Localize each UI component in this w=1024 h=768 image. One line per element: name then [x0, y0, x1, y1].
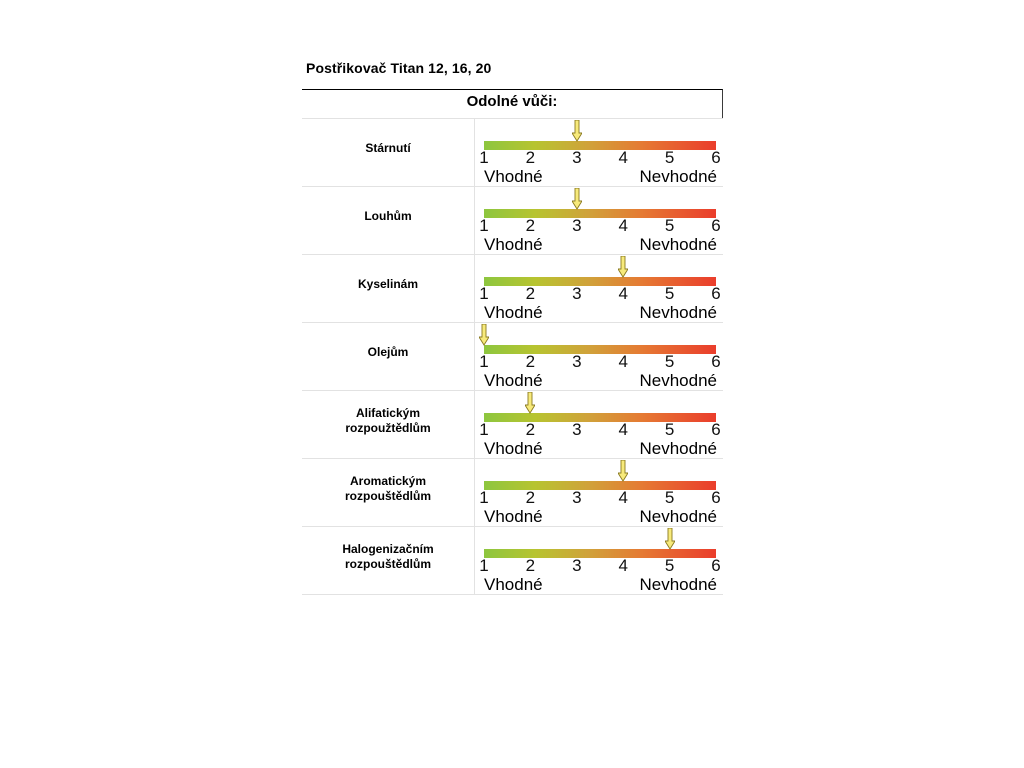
- scale-tick: 3: [572, 352, 582, 371]
- scale-tick: 3: [572, 284, 582, 303]
- rating-arrow-icon: [479, 324, 489, 346]
- rating-arrow-icon: [618, 460, 628, 482]
- scale-tick: 1: [479, 284, 489, 303]
- table-row: [302, 526, 723, 595]
- table-header-row: [302, 89, 723, 118]
- rating-arrow-icon: [618, 256, 628, 278]
- scale-good-label: Vhodné: [484, 507, 543, 526]
- scale-tick: 3: [572, 148, 582, 167]
- row-label: Louhům: [364, 209, 412, 223]
- scale-tick: 6: [711, 148, 721, 167]
- scale-tick: 5: [664, 148, 675, 167]
- scale-tick: 4: [618, 284, 628, 303]
- scale-bad-label: Nevhodné: [639, 235, 717, 254]
- scale-tick: 1: [479, 352, 489, 371]
- gradient-bar: [484, 549, 716, 558]
- scale-tick: 4: [618, 216, 628, 235]
- row-label: Kyselinám: [357, 277, 419, 291]
- scale-tick: 4: [618, 488, 628, 507]
- row-label: Olejům: [367, 345, 409, 359]
- scale-good-label: Vhodné: [484, 575, 543, 594]
- scale-tick: 3: [572, 216, 582, 235]
- table-row: [302, 390, 723, 458]
- scale-tick: 5: [664, 284, 675, 303]
- rating-scale: [476, 119, 723, 186]
- gradient-bar: [484, 413, 716, 422]
- scale-tick: 4: [618, 556, 628, 575]
- rating-scale: [476, 187, 723, 254]
- gradient-bar: [484, 345, 716, 354]
- scale-good-label: Vhodné: [484, 167, 543, 186]
- rating-arrow-icon: [572, 188, 582, 210]
- row-label-cell: [302, 391, 475, 458]
- scale-tick: 3: [572, 556, 582, 575]
- row-label-cell: [302, 255, 475, 322]
- scale-tick: 3: [572, 420, 582, 439]
- scale-tick: 2: [525, 216, 536, 235]
- document-title: Postřikovač Titan 12, 16, 20: [306, 60, 492, 76]
- scale-tick: 1: [479, 556, 489, 575]
- scale-tick: 4: [618, 420, 628, 439]
- scale-tick: 5: [664, 556, 675, 575]
- row-label: Aromatickým rozpouštědlům: [345, 473, 431, 503]
- scale-good-label: Vhodné: [484, 235, 543, 254]
- rating-scale: [476, 459, 723, 526]
- rating-arrow-icon: [572, 120, 582, 142]
- table-row: [302, 322, 723, 390]
- scale-tick: 2: [525, 488, 536, 507]
- scale-tick: 2: [525, 420, 536, 439]
- row-label-cell: [302, 187, 475, 254]
- scale-tick: 4: [618, 352, 628, 371]
- scale-tick: 2: [525, 284, 536, 303]
- table-rows: [302, 118, 723, 595]
- scale-bad-label: Nevhodné: [639, 371, 717, 390]
- rating-scale: [476, 527, 723, 594]
- scale-tick: 2: [525, 352, 536, 371]
- gradient-bar: [484, 209, 716, 218]
- scale-tick: 2: [525, 148, 536, 167]
- table-row: [302, 458, 723, 526]
- scale-good-label: Vhodné: [484, 439, 543, 458]
- scale-good-label: Vhodné: [484, 371, 543, 390]
- row-label-cell: [302, 527, 475, 594]
- gradient-bar: [484, 141, 716, 150]
- scale-good-label: Vhodné: [484, 303, 543, 322]
- scale-tick: 1: [479, 148, 489, 167]
- scale-tick: 6: [711, 556, 721, 575]
- table-row: [302, 254, 723, 322]
- table-row: [302, 118, 723, 186]
- rating-scale: [476, 255, 723, 322]
- scale-tick: 6: [711, 352, 721, 371]
- scale-tick: 1: [479, 488, 489, 507]
- scale-tick: 6: [711, 284, 721, 303]
- rating-arrow-icon: [665, 528, 675, 550]
- scale-tick: 5: [664, 488, 675, 507]
- row-label: Halogenizačním rozpouštědlům: [342, 541, 434, 571]
- scale-tick: 1: [479, 420, 489, 439]
- scale-tick: 2: [525, 556, 536, 575]
- scale-tick: 6: [711, 216, 721, 235]
- scale-tick: 3: [572, 488, 582, 507]
- scale-tick: 1: [479, 216, 489, 235]
- rating-scale: [476, 391, 723, 458]
- scale-tick: 5: [664, 352, 675, 371]
- scale-bad-label: Nevhodné: [639, 303, 717, 322]
- scale-tick: 6: [711, 420, 721, 439]
- row-label-cell: [302, 459, 475, 526]
- table-row: [302, 186, 723, 254]
- scale-tick: 5: [664, 420, 675, 439]
- scale-tick: 4: [618, 148, 628, 167]
- row-label-cell: [302, 323, 475, 390]
- gradient-bar: [484, 277, 716, 286]
- rating-scale: [476, 323, 723, 390]
- gradient-bar: [484, 481, 716, 490]
- resistance-table: [302, 89, 723, 595]
- scale-tick: 6: [711, 488, 721, 507]
- rating-arrow-icon: [525, 392, 535, 414]
- scale-bad-label: Nevhodné: [639, 167, 717, 186]
- row-label: Stárnutí: [365, 141, 411, 155]
- scale-tick: 5: [664, 216, 675, 235]
- scale-bad-label: Nevhodné: [639, 439, 717, 458]
- row-label: Alifatickým rozpoužtědlům: [345, 405, 431, 435]
- row-label-cell: [302, 119, 475, 186]
- scale-bad-label: Nevhodné: [639, 507, 717, 526]
- scale-bad-label: Nevhodné: [639, 575, 717, 594]
- table-header: Odolné vůči:: [466, 93, 558, 110]
